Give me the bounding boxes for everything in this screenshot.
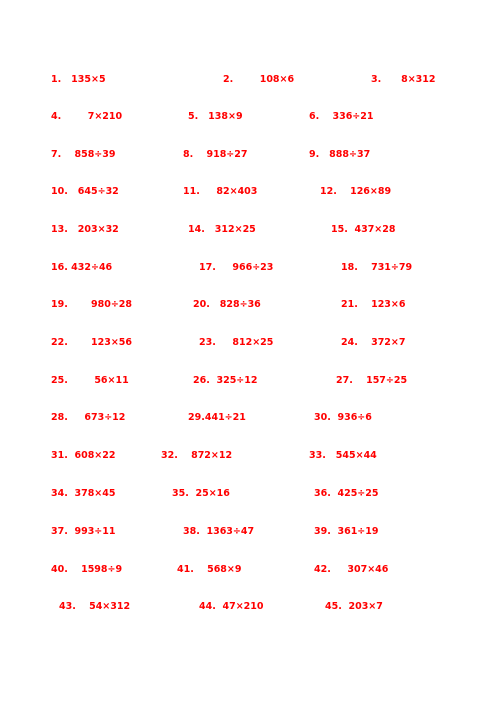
problem-number: 3. bbox=[371, 74, 382, 85]
problem-number: 12. bbox=[320, 186, 337, 197]
problem-44 bbox=[199, 601, 263, 613]
problem-32 bbox=[161, 450, 232, 462]
problem-expression: 731÷79 bbox=[371, 262, 413, 273]
problem-number: 20. bbox=[193, 299, 210, 310]
problem-expression: 54×312 bbox=[89, 601, 131, 612]
problem-22 bbox=[51, 337, 132, 349]
problem-expression: 361÷19 bbox=[337, 526, 379, 537]
problem-expression: 108×6 bbox=[259, 74, 295, 85]
problem-25 bbox=[51, 375, 129, 387]
problem-number: 15. bbox=[331, 224, 348, 235]
problem-expression: 372×7 bbox=[371, 337, 406, 348]
problem-15 bbox=[331, 224, 395, 236]
problem-expression: 545×44 bbox=[335, 450, 377, 461]
problem-number: 32. bbox=[161, 450, 178, 461]
problem-number: 8. bbox=[183, 149, 194, 160]
problem-expression: 123×6 bbox=[371, 299, 406, 310]
problem-number: 6. bbox=[309, 111, 320, 122]
problem-number: 31. bbox=[51, 450, 68, 461]
problem-4 bbox=[51, 111, 122, 123]
problem-number: 4. bbox=[51, 111, 62, 122]
problem-number: 39. bbox=[314, 526, 331, 537]
problem-41 bbox=[177, 564, 241, 576]
problem-expression: 157÷25 bbox=[366, 375, 408, 386]
problem-expression: 126×89 bbox=[350, 186, 392, 197]
problem-number: 11. bbox=[183, 186, 200, 197]
problem-number: 19. bbox=[51, 299, 68, 310]
problem-number: 14. bbox=[188, 224, 205, 235]
problem-expression: 203×32 bbox=[77, 224, 119, 235]
problem-10 bbox=[51, 186, 119, 198]
problem-39 bbox=[314, 526, 378, 538]
problem-number: 28. bbox=[51, 412, 68, 423]
problem-number: 21. bbox=[341, 299, 358, 310]
problem-1 bbox=[51, 74, 106, 86]
problem-expression: 307×46 bbox=[347, 564, 389, 575]
problem-expression: 7×210 bbox=[87, 111, 123, 122]
problem-34 bbox=[51, 488, 115, 500]
problem-expression: 8×312 bbox=[401, 74, 436, 85]
problem-expression: 568×9 bbox=[207, 564, 242, 575]
problem-expression: 980÷28 bbox=[91, 299, 133, 310]
problem-12 bbox=[320, 186, 391, 198]
problem-expression: 1363÷47 bbox=[206, 526, 255, 537]
problem-27 bbox=[336, 375, 407, 387]
problem-expression: 312×25 bbox=[214, 224, 256, 235]
problem-number: 29. bbox=[188, 412, 205, 423]
problem-expression: 645÷32 bbox=[77, 186, 119, 197]
problem-number: 34. bbox=[51, 488, 68, 499]
problem-16 bbox=[51, 262, 112, 274]
problem-number: 25. bbox=[51, 375, 68, 386]
problem-2 bbox=[223, 74, 294, 86]
problem-expression: 673÷12 bbox=[84, 412, 126, 423]
problem-35 bbox=[172, 488, 230, 500]
problem-33 bbox=[309, 450, 377, 462]
problem-number: 27. bbox=[336, 375, 353, 386]
problem-36 bbox=[314, 488, 378, 500]
problem-number: 16. bbox=[51, 262, 68, 273]
problem-expression: 918÷27 bbox=[206, 149, 248, 160]
problem-number: 33. bbox=[309, 450, 326, 461]
problem-number: 7. bbox=[51, 149, 62, 160]
problem-8 bbox=[183, 149, 247, 161]
problem-40 bbox=[51, 564, 122, 576]
problem-expression: 203×7 bbox=[348, 601, 383, 612]
problem-number: 35. bbox=[172, 488, 189, 499]
problem-9 bbox=[309, 149, 370, 161]
problem-number: 45. bbox=[325, 601, 342, 612]
problem-number: 9. bbox=[309, 149, 320, 160]
problem-number: 5. bbox=[188, 111, 199, 122]
problem-13 bbox=[51, 224, 119, 236]
problem-number: 22. bbox=[51, 337, 68, 348]
problem-number: 36. bbox=[314, 488, 331, 499]
problem-21 bbox=[341, 299, 405, 311]
problem-number: 30. bbox=[314, 412, 331, 423]
problem-expression: 432÷46 bbox=[71, 262, 113, 273]
problem-expression: 437×28 bbox=[354, 224, 396, 235]
problem-expression: 25×16 bbox=[195, 488, 230, 499]
problem-23 bbox=[199, 337, 273, 349]
problem-number: 18. bbox=[341, 262, 358, 273]
problem-expression: 47×210 bbox=[222, 601, 264, 612]
problem-19 bbox=[51, 299, 132, 311]
problem-6 bbox=[309, 111, 373, 123]
problem-expression: 336÷21 bbox=[332, 111, 374, 122]
problem-5 bbox=[188, 111, 243, 123]
problem-expression: 936÷6 bbox=[337, 412, 372, 423]
problem-number: 23. bbox=[199, 337, 216, 348]
problem-14 bbox=[188, 224, 256, 236]
problem-number: 43. bbox=[59, 601, 76, 612]
problem-37 bbox=[51, 526, 115, 538]
problem-number: 40. bbox=[51, 564, 68, 575]
problem-18 bbox=[341, 262, 412, 274]
problem-expression: 425÷25 bbox=[337, 488, 379, 499]
problem-expression: 993÷11 bbox=[74, 526, 116, 537]
problem-38 bbox=[183, 526, 254, 538]
problem-expression: 858÷39 bbox=[74, 149, 116, 160]
problem-expression: 1598÷9 bbox=[81, 564, 123, 575]
problem-number: 17. bbox=[199, 262, 216, 273]
problem-expression: 608×22 bbox=[74, 450, 116, 461]
problem-expression: 828÷36 bbox=[219, 299, 261, 310]
problem-expression: 325÷12 bbox=[216, 375, 258, 386]
problem-29 bbox=[188, 412, 246, 424]
problem-number: 26. bbox=[193, 375, 210, 386]
problem-42 bbox=[314, 564, 388, 576]
problem-number: 37. bbox=[51, 526, 68, 537]
problem-expression: 56×11 bbox=[94, 375, 129, 386]
problem-43 bbox=[59, 601, 130, 613]
problem-expression: 441÷21 bbox=[204, 412, 246, 423]
problem-number: 2. bbox=[223, 74, 234, 85]
problem-expression: 812×25 bbox=[232, 337, 274, 348]
problem-7 bbox=[51, 149, 115, 161]
problem-expression: 378×45 bbox=[74, 488, 116, 499]
problem-expression: 872×12 bbox=[191, 450, 233, 461]
problem-number: 42. bbox=[314, 564, 331, 575]
problem-expression: 966÷23 bbox=[232, 262, 274, 273]
problem-26 bbox=[193, 375, 257, 387]
problem-number: 38. bbox=[183, 526, 200, 537]
problem-expression: 82×403 bbox=[216, 186, 258, 197]
problem-number: 10. bbox=[51, 186, 68, 197]
problem-expression: 888÷37 bbox=[329, 149, 371, 160]
problem-24 bbox=[341, 337, 405, 349]
problem-31 bbox=[51, 450, 115, 462]
problem-11 bbox=[183, 186, 257, 198]
problem-45 bbox=[325, 601, 383, 613]
problem-30 bbox=[314, 412, 372, 424]
problem-number: 44. bbox=[199, 601, 216, 612]
problem-number: 24. bbox=[341, 337, 358, 348]
problem-expression: 123×56 bbox=[91, 337, 133, 348]
problem-28 bbox=[51, 412, 125, 424]
problem-number: 13. bbox=[51, 224, 68, 235]
problem-20 bbox=[193, 299, 261, 311]
problem-expression: 138×9 bbox=[208, 111, 243, 122]
problem-number: 1. bbox=[51, 74, 62, 85]
problem-number: 41. bbox=[177, 564, 194, 575]
problem-3 bbox=[371, 74, 436, 86]
problem-expression: 135×5 bbox=[71, 74, 106, 85]
problem-17 bbox=[199, 262, 273, 274]
